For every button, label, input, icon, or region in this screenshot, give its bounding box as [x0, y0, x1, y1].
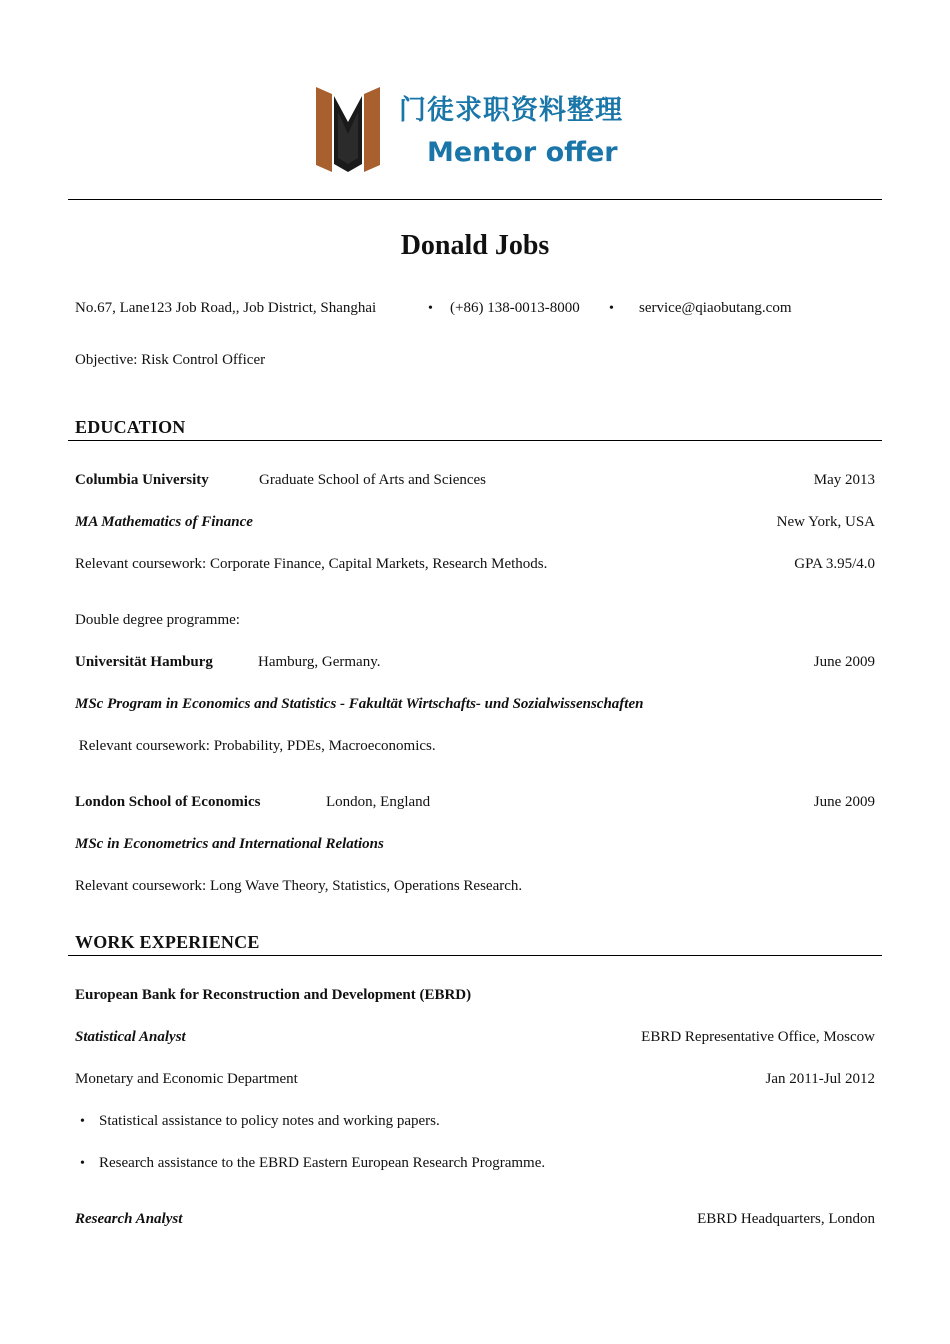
contact-address: No.67, Lane123 Job Road,, Job District, Shanghai [75, 300, 377, 316]
job-location: EBRD Headquarters, London [697, 1211, 875, 1227]
education-location: New York, USA [776, 514, 875, 530]
double-degree-label: Double degree programme: [75, 612, 240, 628]
job-title: Research Analyst [75, 1211, 183, 1227]
logo-chinese-text: 门徒求职资料整理 [399, 95, 623, 126]
logo [314, 82, 644, 177]
header-divider [68, 199, 882, 200]
job-dates: Jan 2011-Jul 2012 [765, 1071, 875, 1087]
school-name: London School of Economics [75, 794, 261, 810]
job-bullet: Statistical assistance to policy notes and working papers. [99, 1113, 440, 1129]
contact-phone: (+86) 138-0013-8000 [450, 300, 580, 316]
employer-name: European Bank for Reconstruction and Development (EBRD) [75, 987, 472, 1003]
section-title-education: EDUCATION [75, 417, 186, 437]
contact-email: service@qiaobutang.com [639, 300, 792, 316]
job-title: Statistical Analyst [75, 1029, 186, 1045]
bullet-icon: • [80, 1114, 85, 1129]
school-name: Columbia University [75, 472, 209, 488]
education-location: Hamburg, Germany. [258, 654, 381, 670]
logo-english-text: Mentor offer [427, 137, 618, 168]
degree-title: MSc in Econometrics and International Relations [75, 836, 384, 852]
education-date: June 2009 [813, 654, 875, 670]
education-location: London, England [326, 794, 431, 810]
job-bullet: Research assistance to the EBRD Eastern European Research Programme. [99, 1155, 546, 1171]
work-divider [68, 955, 882, 956]
contact-separator: • [428, 301, 433, 316]
candidate-name: Donald Jobs [400, 230, 550, 261]
bullet-icon: • [80, 1156, 85, 1171]
school-department: Graduate School of Arts and Sciences [259, 472, 487, 488]
degree-title: MA Mathematics of Finance [75, 514, 253, 530]
education-date: June 2009 [813, 794, 875, 810]
job-department: Monetary and Economic Department [75, 1071, 298, 1087]
section-title-work-experience: WORK EXPERIENCE [75, 932, 260, 952]
degree-title: MSc Program in Economics and Statistics - Fakultät Wirtschafts- und Sozialwissenschaften [75, 696, 644, 712]
objective: Objective: Risk Control Officer [75, 352, 266, 368]
coursework: Relevant coursework: Probability, PDEs, Macroeconomics. [75, 738, 436, 754]
school-name: Universität Hamburg [75, 654, 213, 670]
education-divider [68, 440, 882, 441]
contact-separator: • [609, 301, 614, 316]
coursework: Relevant coursework: Corporate Finance, Capital Markets, Research Methods. [75, 556, 548, 572]
mentor-logo-icon [314, 82, 382, 175]
job-location: EBRD Representative Office, Moscow [641, 1029, 875, 1045]
gpa: GPA 3.95/4.0 [794, 556, 875, 572]
coursework: Relevant coursework: Long Wave Theory, Statistics, Operations Research. [75, 878, 523, 894]
education-date: May 2013 [813, 472, 875, 488]
